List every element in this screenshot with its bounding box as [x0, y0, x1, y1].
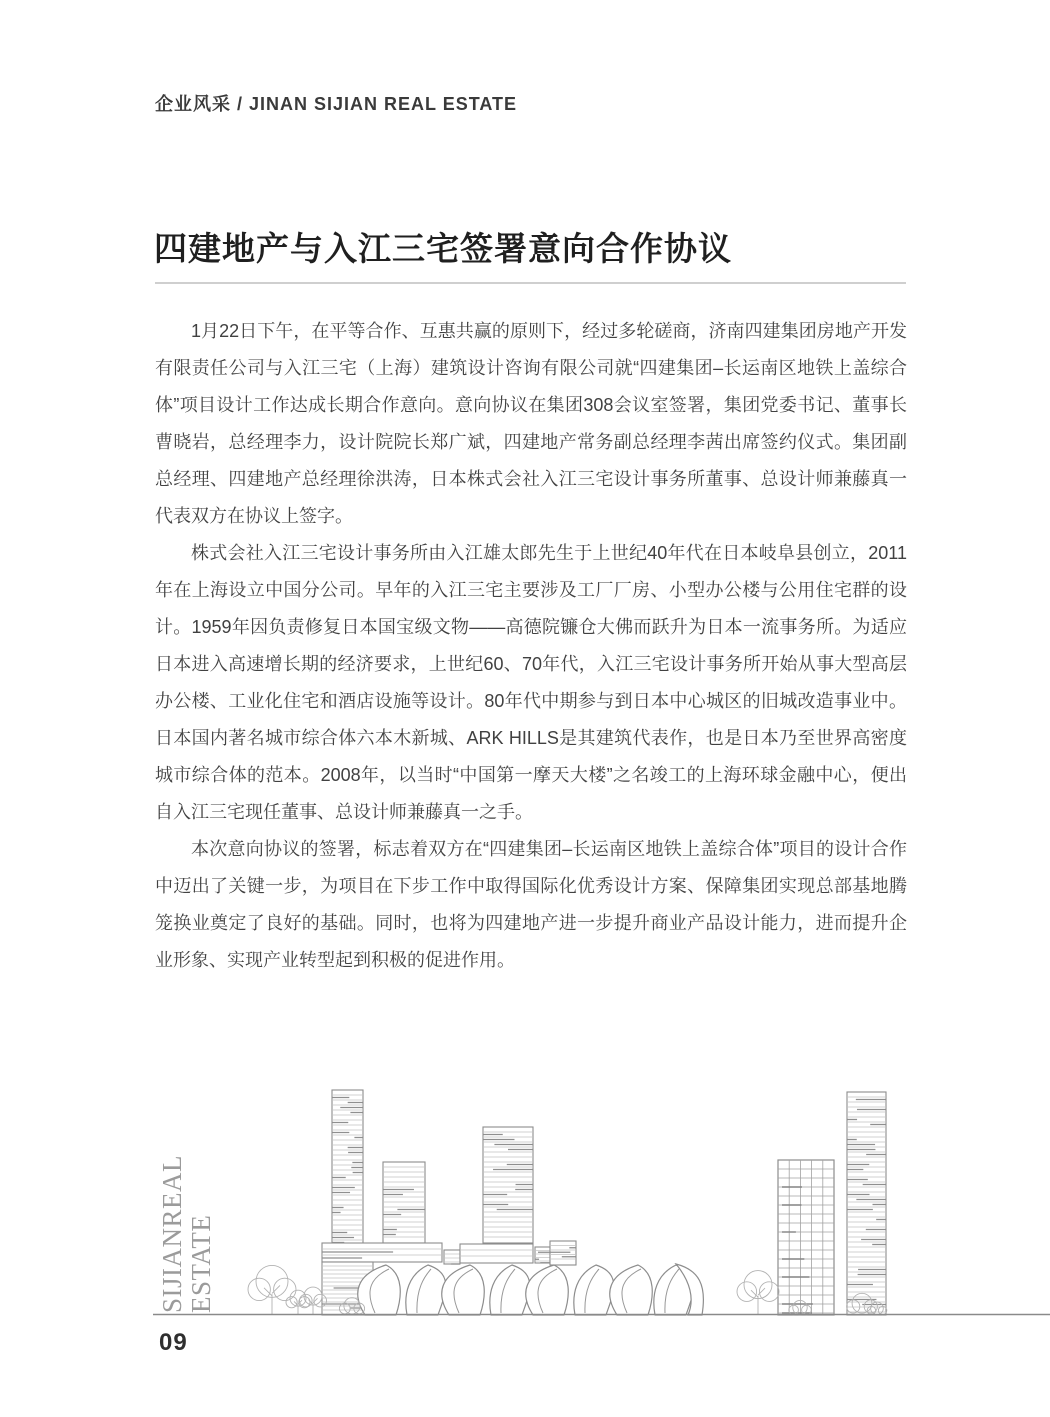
article-paragraph: 1月22日下午，在平等合作、互惠共赢的原则下，经过多轮磋商，济南四建集团房地产开发有限责任公司与入江三宅（上海）建筑设计咨询有限公司就“四建集团–长运南区地铁上盖综合体”项目设计工作达成长期合作意向。意向协议在集团308会议室签署，集团党委书记、董事长曹晓岩，总经理李力，设计院院长郑广斌，四建地产常务副总经理李茜出席签约仪式。集团副总经理、四建地产总经理徐洪涛，日本株式会社入江三宅设计事务所董事、总设计师兼藤真一代表双方在协议上签字。 [155, 321, 907, 526]
skyline-illustration [0, 1055, 1050, 1320]
vertical-masthead-line2: ESTATE [186, 1214, 216, 1313]
title-divider-rule [155, 282, 906, 284]
article-paragraph: 本次意向协议的签署，标志着双方在“四建集团–长运南区地铁上盖综合体”项目的设计合作中迈出了关键一步，为项目在下步工作中取得国际化优秀设计方案、保障集团实现总部基地腾笼换业奠定了良好的基础。同时，也将为四建地产进一步提升商业产品设计能力，进而提升企业形象、实现产业转型起到积极的促进作用。 [155, 839, 907, 970]
page-number: 09 [159, 1329, 188, 1356]
vertical-masthead-line1: SIJIANREAL [157, 1155, 187, 1313]
article-title: 四建地产与入江三宅签署意向合作协议 [154, 232, 732, 269]
lotus-podium [358, 1264, 704, 1315]
article-paragraph: 株式会社入江三宅设计事务所由入江雄太郎先生于上世纪40年代在日本岐阜县创立，2011年在上海设立中国分公司。早年的入江三宅主要涉及工厂厂房、小型办公楼与公用住宅群的设计。1959年因负责修复日本国宝级文物——高德院镰仓大佛而跃升为日本一流事务所。为适应日本进入高速增长期的经济要求，上世纪60、70年代，入江三宅设计事务所开始从事大型高层办公楼、工业化住宅和酒店设施等设计。80年代中期参与到日本中心城区的旧城改造事业中。日本国内著名城市综合体六本木新城、ARK HILLS是其建筑代表作，也是日本乃至世界高密度城市综合体的范本。2008年，以当时“中国第一摩天大楼”之名竣工的上海环球金融中心，便出自入江三宅现任董事、总设计师兼藤真一之手。 [155, 543, 907, 822]
section-header: 企业风采 / JINAN SIJIAN REAL ESTATE [155, 94, 518, 114]
article-body [155, 313, 907, 979]
